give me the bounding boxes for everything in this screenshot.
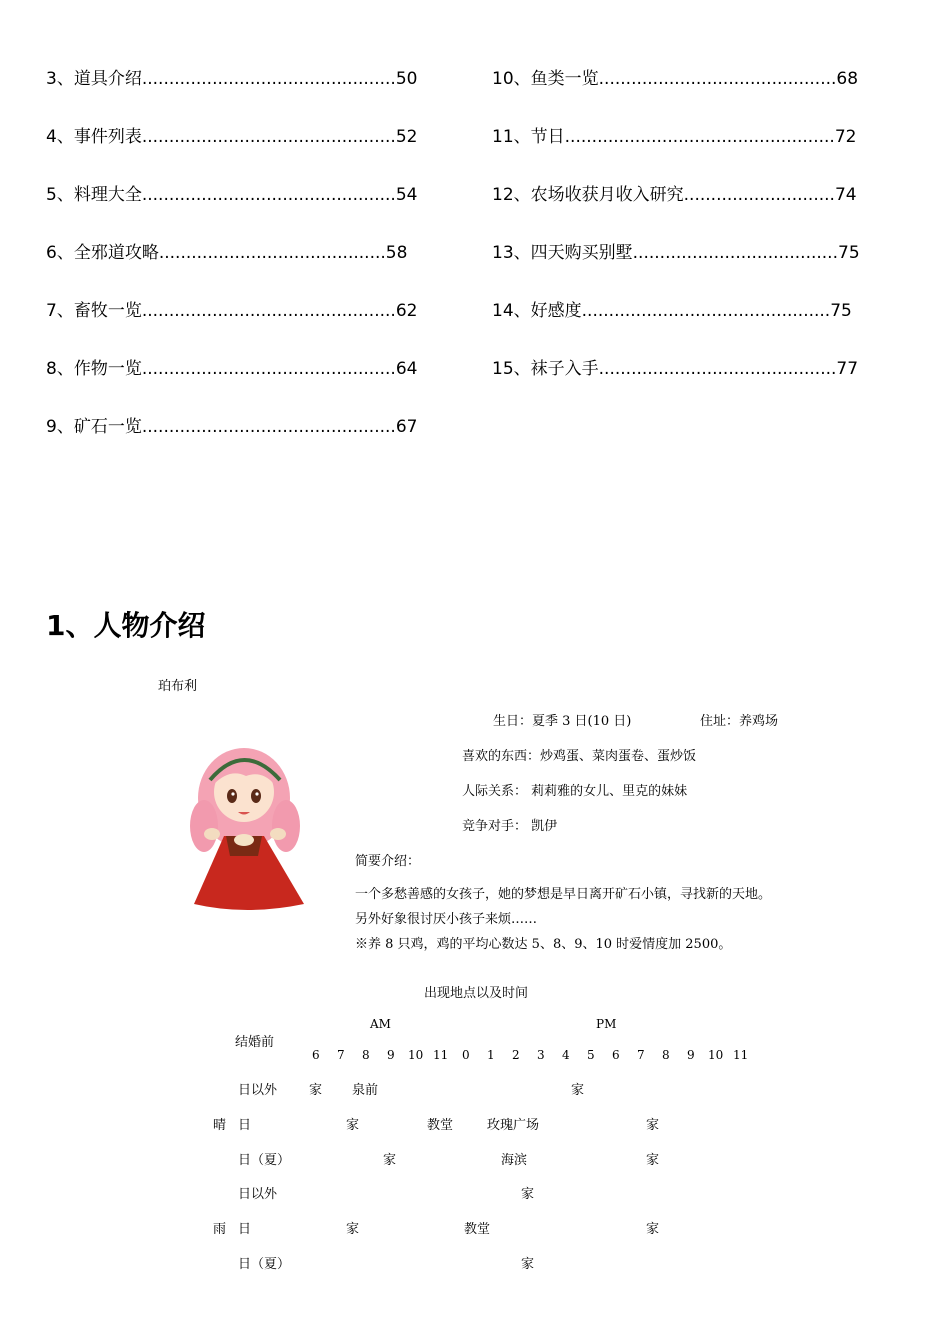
schedule-location: 家 (571, 1083, 585, 1098)
toc-label: 4、事件列表 (46, 127, 142, 147)
toc-page: 54 (395, 185, 418, 205)
intro-line: 一个多愁善感的女孩子，她的梦想是早日离开矿石小镇，寻找新的天地。 (355, 887, 772, 902)
toc-dots: ............................ (683, 185, 835, 205)
toc-dots: ............................................... (141, 127, 396, 147)
toc-page: 75 (838, 243, 860, 263)
schedule-location: 家 (383, 1153, 397, 1168)
hour-tick: 1 (487, 1048, 495, 1062)
hour-tick: 8 (662, 1048, 670, 1062)
toc-entry[interactable] (492, 300, 852, 322)
likes: 喜欢的东西：炒鸡蛋、菜肉蛋卷、蛋炒饭 (462, 749, 697, 764)
toc-entry[interactable] (492, 68, 858, 90)
toc-label: 15、袜子入手 (492, 359, 599, 379)
toc-entry[interactable] (492, 358, 858, 380)
toc-page: 64 (395, 359, 418, 379)
toc-dots: ............................................... (141, 417, 396, 437)
schedule-location: 海滨 (501, 1153, 528, 1168)
toc-page: 67 (395, 417, 418, 437)
toc-dots: ............................................... (141, 301, 396, 321)
toc-page: 58 (385, 243, 408, 263)
section-heading: 1、人物介绍 (46, 609, 206, 642)
toc-dots: ............................................... (141, 185, 396, 205)
toc-label: 11、节日 (492, 127, 565, 147)
schedule-location: 家 (521, 1187, 535, 1202)
hour-tick: 10 (408, 1048, 424, 1062)
hour-tick: 3 (537, 1048, 545, 1062)
am-label: AM (370, 1017, 391, 1031)
hour-tick: 7 (637, 1048, 645, 1062)
weather-sunny: 晴 (213, 1118, 227, 1133)
toc-entry[interactable] (46, 358, 417, 380)
schedule-location: 玫瑰广场 (487, 1118, 540, 1133)
hour-tick: 0 (462, 1048, 470, 1062)
hour-tick: 9 (387, 1048, 395, 1062)
toc-label: 8、作物一览 (46, 359, 142, 379)
hour-tick: 9 (687, 1048, 695, 1062)
toc-dots: .................................................. (564, 127, 835, 147)
toc-label: 6、全邪道攻略 (46, 243, 159, 263)
rival: 竞争对手： 凯伊 (462, 819, 558, 834)
toc-entry[interactable] (492, 184, 857, 206)
schedule-location: 家 (309, 1083, 323, 1098)
toc-label: 7、畜牧一览 (46, 301, 142, 321)
toc-label: 12、农场收获月收入研究 (492, 185, 684, 205)
toc-entry[interactable] (492, 126, 856, 148)
toc-page: 74 (834, 185, 857, 205)
schedule-location: 教堂 (427, 1118, 454, 1133)
hour-tick: 5 (587, 1048, 595, 1062)
pm-label: PM (596, 1017, 617, 1031)
toc-entry[interactable] (46, 68, 417, 90)
toc-page: 50 (395, 69, 418, 89)
toc-dots: ............................................ (598, 69, 837, 89)
hour-tick: 4 (562, 1048, 570, 1062)
schedule-day: 日以外 (238, 1083, 278, 1098)
schedule-day: 日以外 (238, 1187, 278, 1202)
schedule-location: 家 (521, 1257, 535, 1272)
address: 住址：养鸡场 (700, 714, 779, 729)
hour-tick: 11 (433, 1048, 449, 1062)
intro-label: 简要介绍： (355, 854, 421, 869)
toc-dots: ............................................... (141, 69, 396, 89)
toc-label: 3、道具介绍 (46, 69, 142, 89)
birthday: 生日：夏季 3 日(10 日) (493, 714, 632, 729)
schedule-day: 日（夏） (238, 1257, 291, 1272)
toc-label: 9、矿石一览 (46, 417, 142, 437)
toc-label: 13、四天购买别墅 (492, 243, 633, 263)
schedule-location: 家 (346, 1222, 360, 1237)
character-name: 珀布利 (158, 679, 198, 694)
schedule-location: 家 (646, 1222, 660, 1237)
hour-tick: 6 (612, 1048, 620, 1062)
relations: 人际关系： 莉莉雅的女儿、里克的妹妹 (462, 784, 688, 799)
toc-page: 77 (836, 359, 859, 379)
hour-tick: 8 (362, 1048, 370, 1062)
hour-tick: 7 (337, 1048, 345, 1062)
toc-entry[interactable] (46, 184, 417, 206)
weather-rainy: 雨 (213, 1222, 227, 1237)
toc-page: 72 (834, 127, 857, 147)
toc-entry[interactable] (492, 242, 860, 264)
character-illustration (186, 736, 316, 916)
before-marriage-label: 结婚前 (235, 1035, 275, 1050)
hour-tick: 2 (512, 1048, 520, 1062)
schedule-location: 家 (646, 1118, 660, 1133)
schedule-location: 家 (346, 1118, 360, 1133)
schedule-day: 日 (238, 1222, 252, 1237)
schedule-location: 家 (646, 1153, 660, 1168)
toc-entry[interactable] (46, 416, 417, 438)
toc-label: 14、好感度 (492, 301, 582, 321)
toc-dots: ............................................... (141, 359, 396, 379)
toc-page: 52 (395, 127, 418, 147)
toc-dots: .............................................. (581, 301, 831, 321)
toc-entry[interactable] (46, 126, 417, 148)
toc-dots: .......................................... (158, 243, 386, 263)
hour-tick: 6 (312, 1048, 320, 1062)
toc-entry[interactable] (46, 242, 407, 264)
toc-label: 5、料理大全 (46, 185, 142, 205)
hour-tick: 11 (733, 1048, 749, 1062)
toc-page: 62 (395, 301, 418, 321)
schedule-day: 日 (238, 1118, 252, 1133)
schedule-day: 日（夏） (238, 1153, 291, 1168)
toc-page: 75 (830, 301, 852, 321)
hour-tick: 10 (708, 1048, 724, 1062)
intro-line: 另外好象很讨厌小孩子来烦…… (355, 912, 538, 927)
toc-dots: ............................................ (598, 359, 837, 379)
toc-label: 10、鱼类一览 (492, 69, 599, 89)
toc-page: 68 (836, 69, 859, 89)
schedule-location: 泉前 (352, 1083, 379, 1098)
toc-dots: ...................................... (632, 243, 838, 263)
schedule-title: 出现地点以及时间 (424, 986, 529, 1001)
intro-line: ※养 8 只鸡，鸡的平均心数达 5、8、9、10 时爱情度加 2500。 (355, 937, 732, 952)
toc-entry[interactable] (46, 300, 417, 322)
schedule-location: 教堂 (464, 1222, 491, 1237)
